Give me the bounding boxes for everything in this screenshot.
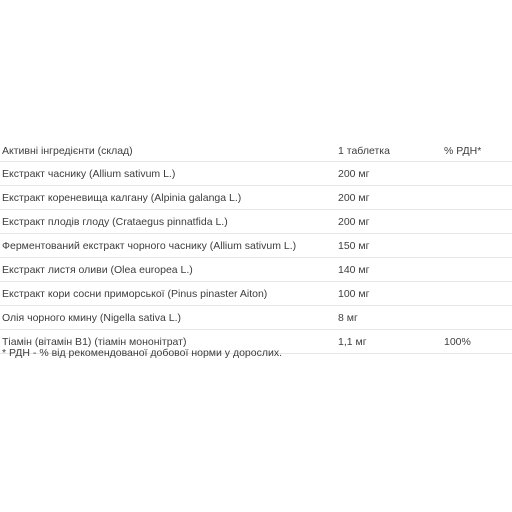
ingredient-amount: 200 мг: [337, 162, 443, 186]
ingredient-amount: 1,1 мг: [337, 330, 443, 354]
ingredients-table: [0, 140, 512, 354]
daily-value-footnote: * РДН - % від рекомендованої добової норми у дорослих.: [2, 347, 283, 359]
ingredient-name: Екстракт кореневища калгану (Alpinia galanga L.): [0, 186, 337, 210]
header-ingredients: Активні інгредієнти (склад): [0, 140, 337, 162]
table-row: [0, 186, 512, 210]
ingredient-daily-value: [443, 258, 512, 282]
table-row: [0, 234, 512, 258]
header-amount: 1 таблетка: [337, 140, 443, 162]
ingredient-amount: 150 мг: [337, 234, 443, 258]
ingredient-name: Екстракт кори сосни приморської (Pinus pinaster Aiton): [0, 282, 337, 306]
table-row: [0, 282, 512, 306]
header-daily-value: % РДН*: [443, 140, 512, 162]
ingredient-name: Тіамін (вітамін В1) (тіамін мононітрат): [0, 330, 337, 354]
ingredient-name: Екстракт листя оливи (Olea europea L.): [0, 258, 337, 282]
ingredients-table-wrapper: [0, 140, 512, 354]
table-row: [0, 306, 512, 330]
ingredient-daily-value: [443, 282, 512, 306]
ingredient-name: Ферментований екстракт чорного часнику (Allium sativum L.): [0, 234, 337, 258]
ingredient-name: Екстракт плодів глоду (Crataegus pinnatfida L.): [0, 210, 337, 234]
ingredient-name: Олія чорного кмину (Nigella sativa L.): [0, 306, 337, 330]
table-row: [0, 162, 512, 186]
table-header-row: [0, 140, 512, 162]
ingredient-amount: 200 мг: [337, 210, 443, 234]
ingredient-daily-value: [443, 234, 512, 258]
ingredient-daily-value: [443, 186, 512, 210]
ingredient-amount: 200 мг: [337, 186, 443, 210]
table-row: [0, 258, 512, 282]
table-row: [0, 210, 512, 234]
ingredient-daily-value: [443, 306, 512, 330]
ingredient-daily-value: [443, 210, 512, 234]
ingredient-amount: 140 мг: [337, 258, 443, 282]
ingredient-name: Екстракт часнику (Allium sativum L.): [0, 162, 337, 186]
ingredient-daily-value: 100%: [443, 330, 512, 354]
ingredient-amount: 8 мг: [337, 306, 443, 330]
ingredient-amount: 100 мг: [337, 282, 443, 306]
ingredient-daily-value: [443, 162, 512, 186]
